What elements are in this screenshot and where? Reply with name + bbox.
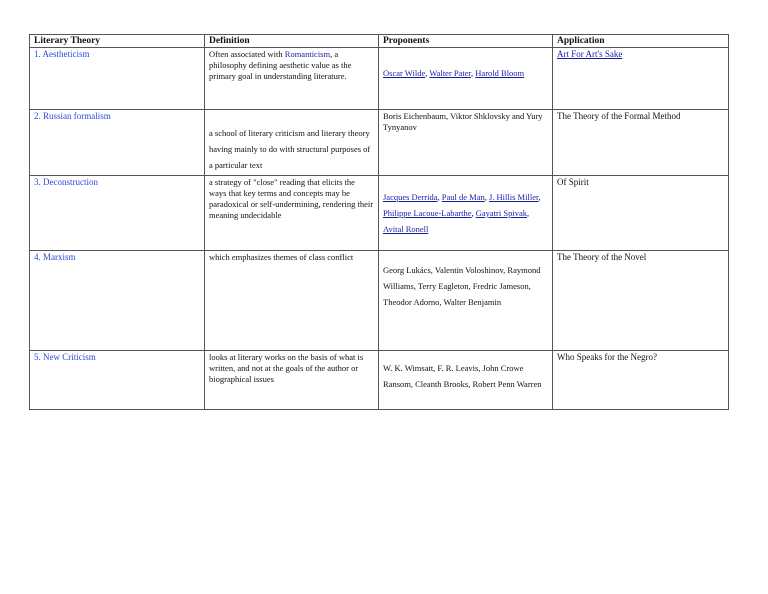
table-row [30, 351, 729, 410]
proponents-cell [379, 351, 553, 410]
proponents-cell: Oscar Wilde, Walter Pater, Harold Bloom [379, 48, 553, 110]
theory-name: 4. Marxism [34, 252, 76, 262]
proponent-link[interactable]: Walter Pater [429, 68, 472, 78]
literary-theory-table [29, 34, 729, 410]
theory-cell [30, 48, 205, 110]
theory-cell [30, 176, 205, 251]
application-text: The Theory of the Novel [557, 252, 647, 262]
proponents-text: Boris Eichenbaum, Viktor Shklovsky and Yury Tynyanov [383, 111, 543, 132]
header-literary-theory: Literary Theory [30, 35, 205, 48]
theory-cell [30, 251, 205, 351]
table-row [30, 251, 729, 351]
table-row [30, 176, 729, 251]
proponents-text: W. K. Wimsatt, F. R. Leavis, John Crowe Ransom, Cleanth Brooks, Robert Penn Warren [383, 363, 542, 389]
application-link[interactable]: Art For Art's Sake [557, 49, 623, 59]
proponent-link[interactable]: Jacques Derrida [383, 192, 438, 202]
theory-name: 2. Russian formalism [34, 111, 111, 121]
application-text: The Theory of the Formal Method [557, 111, 681, 121]
application-cell [553, 176, 729, 251]
proponents-cell [379, 251, 553, 351]
theory-name: 5. New Criticism [34, 352, 96, 362]
proponents-cell: Jacques Derrida, Paul de Man, J. Hillis Miller, Philippe Lacoue-Labarthe, Gayatri Spivak, Avital Ronell [379, 176, 553, 251]
table-row [30, 48, 729, 110]
definition-text: which emphasizes themes of class conflict [209, 252, 354, 262]
proponent-link[interactable]: Paul de Man [441, 192, 485, 202]
definition-text: a strategy of "close" reading that elicits the ways that key terms and concepts may be paradoxical or self-undermining, rendering their meaning undecidable [209, 177, 374, 220]
definition-text: Often associated with [209, 49, 285, 59]
definition-cell [205, 48, 379, 110]
application-cell [553, 48, 729, 110]
header-application: Application [553, 35, 729, 48]
proponent-link[interactable]: Avital Ronell [383, 224, 429, 234]
application-cell [553, 110, 729, 176]
theory-name: 1. Aestheticism [34, 49, 90, 59]
definition-cell [205, 176, 379, 251]
romanticism-link[interactable]: Romanticism [284, 49, 331, 59]
proponent-link[interactable]: Philippe Lacoue-Labarthe [383, 208, 472, 218]
definition-cell [205, 351, 379, 410]
table-row [30, 110, 729, 176]
application-cell [553, 351, 729, 410]
proponent-link[interactable]: Oscar Wilde [383, 68, 426, 78]
header-row [30, 35, 729, 48]
definition-text: a school of literary criticism and literary theory having mainly to do with structural purposes of a particular text [209, 128, 371, 170]
definition-cell [205, 110, 379, 176]
proponent-link[interactable]: J. Hillis Miller [488, 192, 539, 202]
proponent-link[interactable]: Harold Bloom [475, 68, 525, 78]
header-definition: Definition [205, 35, 379, 48]
theory-cell [30, 110, 205, 176]
application-text: Who Speaks for the Negro? [557, 352, 657, 362]
proponents-cell [379, 110, 553, 176]
proponent-link[interactable]: Gayatri Spivak [475, 208, 527, 218]
definition-cell [205, 251, 379, 351]
definition-text: , a philosophy defining aesthetic value as the primary goal in understanding literature. [209, 49, 352, 81]
application-text: Of Spirit [557, 177, 589, 187]
theory-name: 3. Deconstruction [34, 177, 98, 187]
theory-cell [30, 351, 205, 410]
header-proponents: Proponents [379, 35, 553, 48]
definition-text: looks at literary works on the basis of what is written, and not at the goals of the author or biographical issues [209, 352, 364, 384]
application-cell [553, 251, 729, 351]
proponents-text: Georg Lukács, Valentin Voloshinov, Raymond Williams, Terry Eagleton, Fredric Jameson, Theodor Adorno, Walter Benjamin [383, 265, 541, 307]
